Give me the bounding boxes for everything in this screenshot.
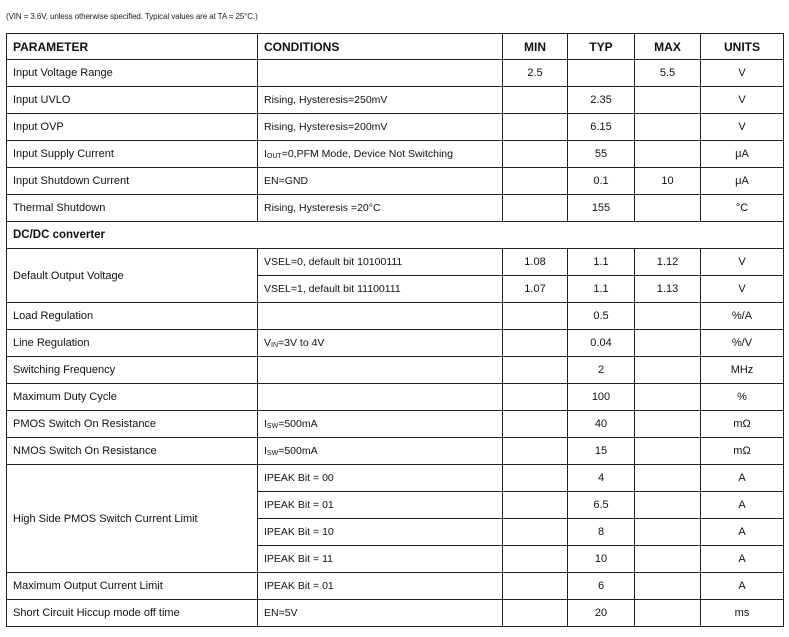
param-cell: NMOS Switch On Resistance — [7, 438, 258, 465]
typ-cell: 8 — [568, 519, 635, 546]
cond-text: =0,PFM Mode, Device Not Switching — [281, 148, 453, 160]
param-cell: Maximum Output Current Limit — [7, 573, 258, 600]
unit-cell: mΩ — [701, 411, 784, 438]
cond-cell — [258, 303, 503, 330]
param-cell: Thermal Shutdown — [7, 195, 258, 222]
table-row — [7, 141, 784, 168]
cond-symbol: V — [264, 337, 272, 349]
cond-cell: IPEAK Bit = 01 — [258, 492, 503, 519]
cond-cell: EN=GND — [258, 168, 503, 195]
table-row — [7, 465, 784, 492]
min-cell — [503, 546, 568, 573]
cond-cell: IPEAK Bit = 11 — [258, 546, 503, 573]
unit-cell: % — [701, 384, 784, 411]
min-cell: 1.08 — [503, 249, 568, 276]
max-cell — [635, 411, 701, 438]
table-row — [7, 195, 784, 222]
header-parameter: PARAMETER — [7, 34, 258, 60]
max-cell: 1.13 — [635, 276, 701, 303]
typ-cell: 55 — [568, 141, 635, 168]
cond-cell: Rising, Hysteresis=250mV — [258, 87, 503, 114]
unit-cell: °C — [701, 195, 784, 222]
param-cell: Input UVLO — [7, 87, 258, 114]
max-cell — [635, 573, 701, 600]
cond-cell — [258, 141, 503, 168]
unit-cell: V — [701, 276, 784, 303]
max-cell — [635, 492, 701, 519]
typ-cell: 40 — [568, 411, 635, 438]
cond-cell: VSEL=0, default bit 10100111 — [258, 249, 503, 276]
max-cell — [635, 384, 701, 411]
param-cell: PMOS Switch On Resistance — [7, 411, 258, 438]
cond-cell: EN=5V — [258, 600, 503, 627]
max-cell: 1.12 — [635, 249, 701, 276]
min-cell — [503, 573, 568, 600]
typ-cell: 155 — [568, 195, 635, 222]
min-cell — [503, 114, 568, 141]
max-cell: 5.5 — [635, 60, 701, 87]
table-row — [7, 384, 784, 411]
typ-cell: 1.1 — [568, 249, 635, 276]
unit-cell: A — [701, 492, 784, 519]
max-cell — [635, 330, 701, 357]
table-row — [7, 114, 784, 141]
table-row — [7, 600, 784, 627]
typ-cell: 10 — [568, 546, 635, 573]
max-cell — [635, 600, 701, 627]
param-cell: Line Regulation — [7, 330, 258, 357]
typ-cell: 100 — [568, 384, 635, 411]
min-cell: 2.5 — [503, 60, 568, 87]
min-cell — [503, 168, 568, 195]
cond-subscript: SW — [266, 450, 279, 457]
table-row — [7, 303, 784, 330]
unit-cell: MHz — [701, 357, 784, 384]
typ-cell: 2.35 — [568, 87, 635, 114]
param-cell: Input Supply Current — [7, 141, 258, 168]
cond-symbol: I — [264, 445, 267, 457]
table-row — [7, 249, 784, 276]
param-cell: Switching Frequency — [7, 357, 258, 384]
max-cell — [635, 303, 701, 330]
table-row — [7, 357, 784, 384]
cond-cell: Rising, Hysteresis =20°C — [258, 195, 503, 222]
table-header-row — [7, 34, 784, 60]
typ-cell: 0.5 — [568, 303, 635, 330]
typ-cell: 4 — [568, 465, 635, 492]
max-cell — [635, 465, 701, 492]
param-cell: Input Voltage Range — [7, 60, 258, 87]
typ-cell: 6 — [568, 573, 635, 600]
param-cell: Input OVP — [7, 114, 258, 141]
unit-cell: ms — [701, 600, 784, 627]
section-heading: DC/DC converter — [7, 222, 784, 249]
max-cell — [635, 546, 701, 573]
conditions-note: (VIN = 3.6V, unless otherwise specified. Typical values are at TA = 25°C.) — [6, 12, 258, 21]
cond-cell: IPEAK Bit = 01 — [258, 573, 503, 600]
min-cell — [503, 411, 568, 438]
min-cell: 1.07 — [503, 276, 568, 303]
cond-cell — [258, 384, 503, 411]
table-row — [7, 438, 784, 465]
typ-cell: 6.15 — [568, 114, 635, 141]
table-row — [7, 411, 784, 438]
min-cell — [503, 141, 568, 168]
param-cell: Short Circuit Hiccup mode off time — [7, 600, 258, 627]
param-cell: Maximum Duty Cycle — [7, 384, 258, 411]
cond-cell — [258, 357, 503, 384]
cond-text: =500mA — [278, 418, 318, 430]
min-cell — [503, 303, 568, 330]
unit-cell: V — [701, 60, 784, 87]
min-cell — [503, 519, 568, 546]
max-cell — [635, 519, 701, 546]
param-cell: Default Output Voltage — [7, 249, 258, 303]
min-cell — [503, 384, 568, 411]
param-cell: High Side PMOS Switch Current Limit — [7, 465, 258, 573]
cond-cell: IPEAK Bit = 10 — [258, 519, 503, 546]
unit-cell: A — [701, 519, 784, 546]
max-cell — [635, 141, 701, 168]
cond-symbol: I — [264, 418, 267, 430]
max-cell — [635, 195, 701, 222]
table-row — [7, 60, 784, 87]
unit-cell: %/V — [701, 330, 784, 357]
cond-cell: Rising, Hysteresis=200mV — [258, 114, 503, 141]
table-row — [7, 168, 784, 195]
min-cell — [503, 438, 568, 465]
unit-cell: A — [701, 573, 784, 600]
cond-subscript: IN — [271, 342, 279, 349]
typ-cell: 15 — [568, 438, 635, 465]
cond-cell: VSEL=1, default bit 11100111 — [258, 276, 503, 303]
unit-cell: μA — [701, 141, 784, 168]
header-typ: TYP — [568, 34, 635, 60]
min-cell — [503, 195, 568, 222]
typ-cell: 6.5 — [568, 492, 635, 519]
unit-cell: %/A — [701, 303, 784, 330]
cond-subscript: SW — [266, 423, 279, 430]
cond-subscript: OUT — [266, 153, 282, 160]
unit-cell: V — [701, 249, 784, 276]
typ-cell: 2 — [568, 357, 635, 384]
cond-text: =3V to 4V — [278, 337, 325, 349]
cond-cell: IPEAK Bit = 00 — [258, 465, 503, 492]
header-min: MIN — [503, 34, 568, 60]
cond-cell — [258, 60, 503, 87]
section-row — [7, 222, 784, 249]
unit-cell: μA — [701, 168, 784, 195]
max-cell — [635, 114, 701, 141]
min-cell — [503, 465, 568, 492]
min-cell — [503, 492, 568, 519]
cond-cell — [258, 330, 503, 357]
param-cell: Load Regulation — [7, 303, 258, 330]
cond-text: =500mA — [278, 445, 318, 457]
cond-cell — [258, 411, 503, 438]
table-row — [7, 87, 784, 114]
typ-cell: 0.1 — [568, 168, 635, 195]
electrical-characteristics-table — [6, 33, 784, 627]
max-cell — [635, 357, 701, 384]
header-conditions: CONDITIONS — [258, 34, 503, 60]
typ-cell: 1.1 — [568, 276, 635, 303]
max-cell — [635, 87, 701, 114]
typ-cell: 0.04 — [568, 330, 635, 357]
table-row — [7, 573, 784, 600]
param-cell: Input Shutdown Current — [7, 168, 258, 195]
table-row — [7, 330, 784, 357]
typ-cell — [568, 60, 635, 87]
min-cell — [503, 600, 568, 627]
unit-cell: A — [701, 546, 784, 573]
typ-cell: 20 — [568, 600, 635, 627]
min-cell — [503, 87, 568, 114]
min-cell — [503, 330, 568, 357]
unit-cell: mΩ — [701, 438, 784, 465]
unit-cell: V — [701, 87, 784, 114]
header-units: UNITS — [701, 34, 784, 60]
max-cell: 10 — [635, 168, 701, 195]
cond-cell — [258, 438, 503, 465]
max-cell — [635, 438, 701, 465]
min-cell — [503, 357, 568, 384]
unit-cell: V — [701, 114, 784, 141]
header-max: MAX — [635, 34, 701, 60]
unit-cell: A — [701, 465, 784, 492]
cond-symbol: I — [264, 148, 267, 160]
